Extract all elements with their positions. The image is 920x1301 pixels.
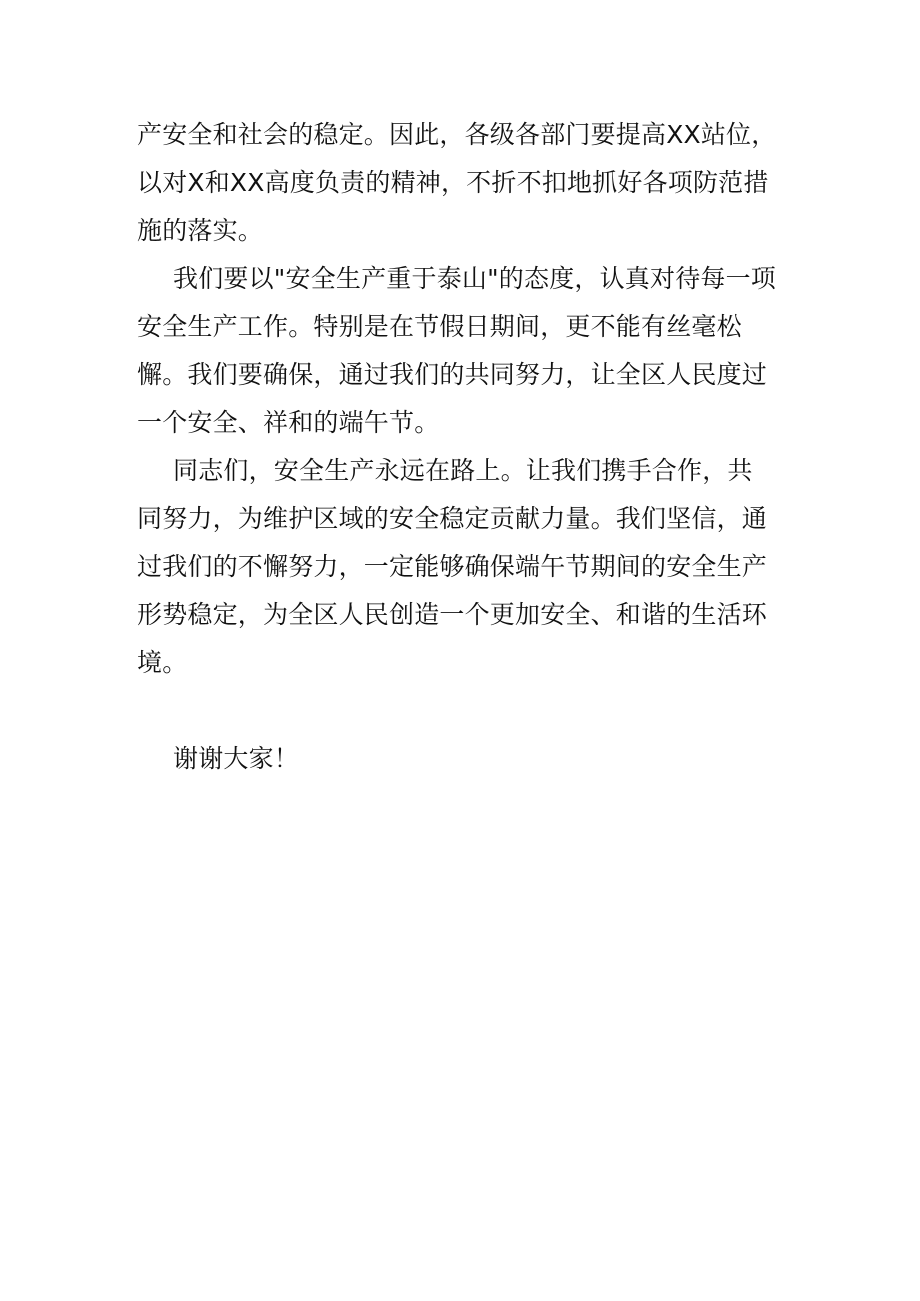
document-body — [137, 111, 777, 783]
paragraph-call-to-action: 同志们，安全生产永远在路上。让我们携手合作，共同努力，为维护区域的安全稳定贡献力量。我们坚信，通过我们的不懈努力，一定能够确保端午节期间的安全生产形势稳定，为全区人民创造一个更加安全、和谐的生活环境。 — [137, 456, 768, 677]
closing-remark: 谢谢大家！ — [173, 744, 300, 773]
paragraph-continuation: 产安全和社会的稳定。因此，各级各部门要提高XX站位，以对X和XX高度负责的精神，不折不扣地抓好各项防范措施的落实。 — [137, 120, 777, 245]
paragraph-safety-attitude: 我们要以"安全生产重于泰山"的态度，认真对待每一项安全生产工作。特别是在节假日期间，更不能有丝毫松懈。我们要确保，通过我们的共同努力，让全区人民度过一个安全、祥和的端午节。 — [137, 264, 777, 437]
